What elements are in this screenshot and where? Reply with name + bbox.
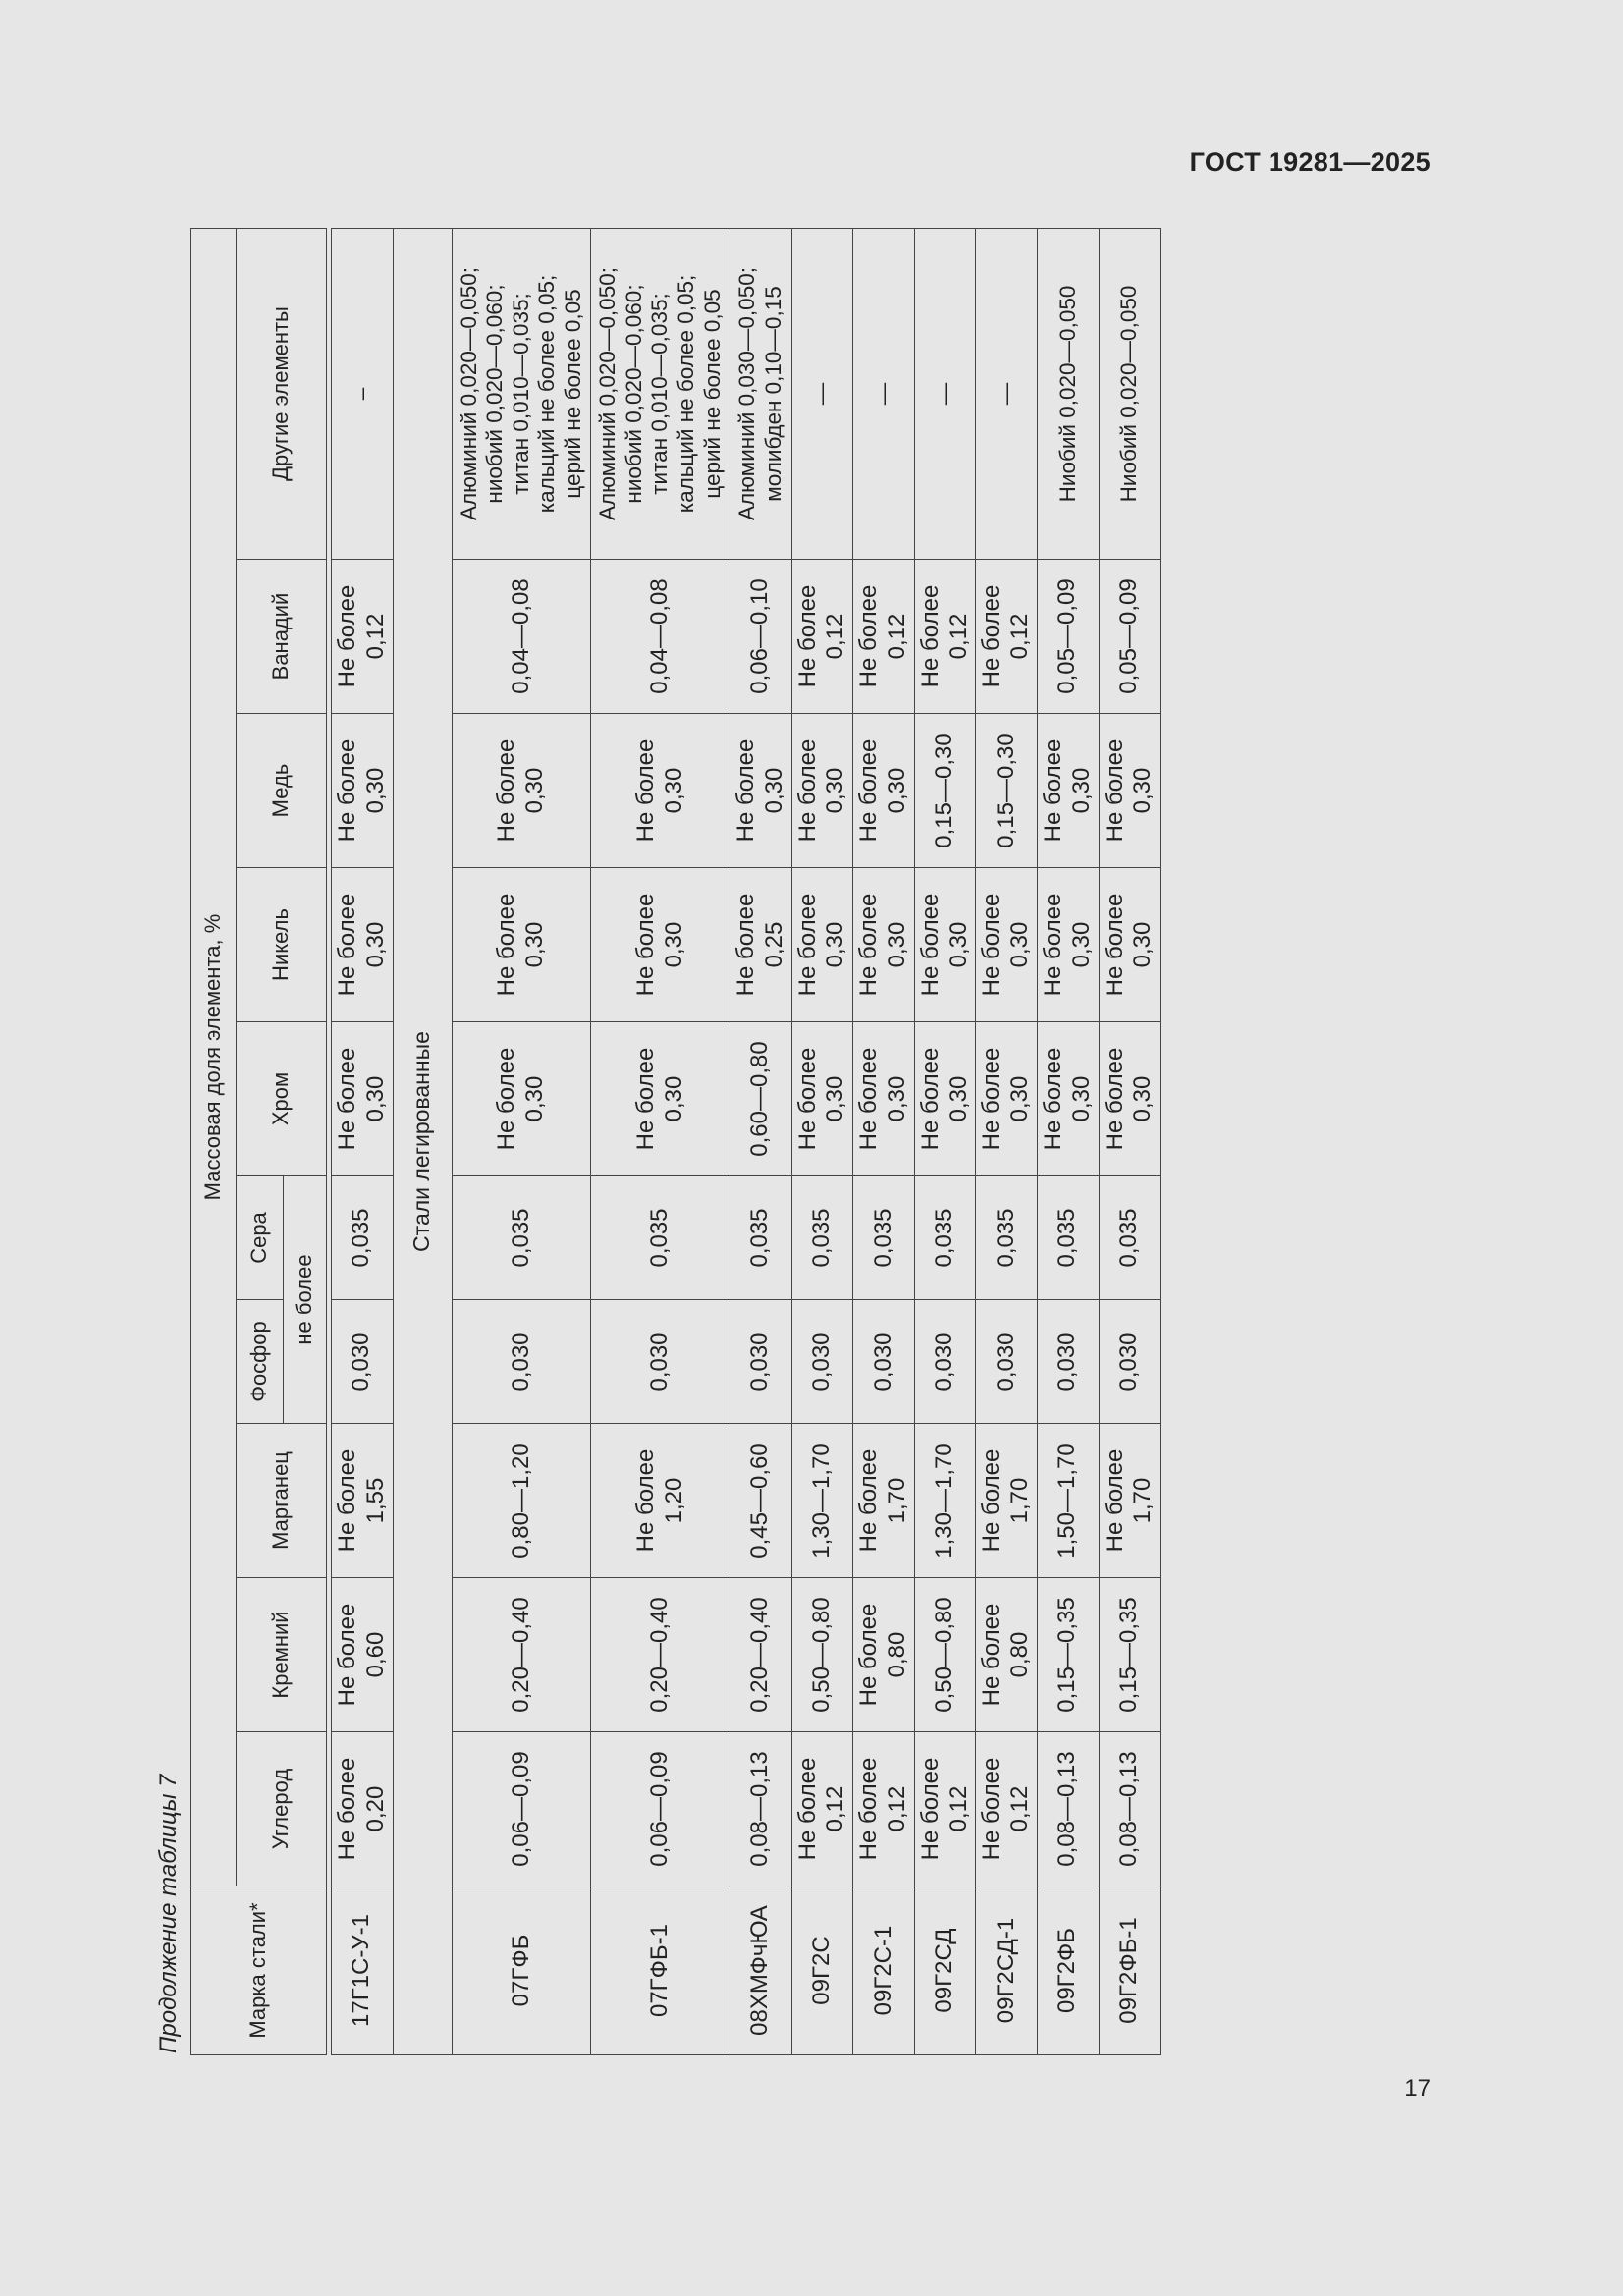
nickel-cell — [791, 868, 853, 1022]
phosphorus-cell: 0,030 — [332, 1300, 394, 1424]
cell-line: Не более — [978, 893, 1005, 997]
cell-line: 0,04—0,08 — [507, 578, 534, 694]
sulfur-cell: 0,035 — [332, 1176, 394, 1300]
vanadium-cell — [591, 560, 730, 714]
chromium-cell — [730, 1022, 792, 1176]
other-elements-cell — [332, 229, 394, 560]
cell-line: 0,30 — [1129, 1075, 1157, 1122]
manganese-cell — [591, 1424, 730, 1578]
cell-line: 0,30 — [884, 921, 911, 968]
table-row — [1038, 229, 1100, 2055]
manganese-cell — [332, 1424, 394, 1578]
header-not-more: не более — [284, 1176, 327, 1424]
cell-line: Не более — [1040, 738, 1067, 843]
cell-line: 1,70 — [1129, 1477, 1157, 1524]
cell-line: 0,15—0,30 — [992, 733, 1019, 848]
cell-line: 0,30 — [822, 921, 849, 968]
other-elements-cell — [452, 229, 591, 560]
table-row — [591, 229, 730, 2055]
phosphorus-cell: 0,030 — [1099, 1300, 1161, 1424]
page-number: 17 — [1404, 2075, 1431, 2102]
carbon-cell — [914, 1732, 976, 1886]
cell-line: 1,55 — [361, 1477, 389, 1524]
cell-line: 0,30 — [520, 767, 548, 814]
cell-line: Алюминий 0,020—0,050; — [456, 267, 481, 520]
header-vanadium: Ванадий — [237, 560, 327, 714]
cell-line: 0,15—0,30 — [931, 733, 958, 848]
carbon-cell — [332, 1732, 394, 1886]
cell-line: ниобий 0,020—0,060; — [621, 284, 646, 504]
nickel-cell — [1099, 868, 1161, 1022]
cell-line: 0,30 — [361, 767, 389, 814]
header-grade: Марка стали* — [191, 1886, 327, 2055]
chemical-composition-table — [190, 228, 1161, 2055]
cell-line: Ниобий 0,020—0,050 — [1116, 285, 1142, 503]
cell-line: 0,30 — [884, 1075, 911, 1122]
nickel-cell — [452, 868, 591, 1022]
cell-line: Не более — [334, 1449, 360, 1553]
vanadium-cell — [1099, 560, 1161, 714]
cell-line: Не более — [334, 738, 360, 843]
cell-line: Не более — [631, 1047, 659, 1151]
cell-line: 0,30 — [660, 921, 687, 968]
cell-line: 0,20—0,40 — [507, 1597, 534, 1713]
other-elements-cell — [730, 229, 792, 560]
sulfur-cell: 0,035 — [914, 1176, 976, 1300]
phosphorus-cell: 0,030 — [730, 1300, 792, 1424]
cell-line: 0,30 — [1129, 921, 1157, 968]
silicon-cell — [730, 1578, 792, 1732]
cell-line: Не более — [978, 1047, 1005, 1151]
vanadium-cell — [452, 560, 591, 714]
manganese-cell — [452, 1424, 591, 1578]
grade-cell: 09Г2С — [791, 1886, 853, 2055]
cell-line: Не более — [1040, 893, 1067, 997]
table-row — [730, 229, 792, 2055]
group-heading-alloyed: Стали легированные — [393, 229, 452, 2055]
table-row — [853, 229, 915, 2055]
cell-line: 0,30 — [1067, 767, 1095, 814]
sulfur-cell: 0,035 — [853, 1176, 915, 1300]
header-other: Другие элементы — [237, 229, 327, 560]
header-phosphorus: Фосфор — [237, 1300, 284, 1424]
cell-line: 0,30 — [660, 767, 687, 814]
cell-line: 0,30 — [1067, 921, 1095, 968]
table-body — [327, 229, 1161, 2055]
copper-cell — [730, 714, 792, 868]
cell-line: 0,60 — [361, 1631, 389, 1678]
cell-line: Не более — [493, 893, 520, 997]
copper-cell — [591, 714, 730, 868]
phosphorus-cell: 0,030 — [853, 1300, 915, 1424]
table-caption: Продолжение таблицы 7 — [155, 1774, 182, 2053]
cell-line: Алюминий 0,020—0,050; — [595, 267, 621, 520]
cell-line: ниобий 0,020—0,060; — [482, 284, 508, 504]
cell-line: Не более — [793, 584, 821, 688]
carbon-cell — [591, 1732, 730, 1886]
manganese-cell — [914, 1424, 976, 1578]
chromium-cell — [791, 1022, 853, 1176]
cell-line: кальций не более 0,05; — [534, 274, 560, 514]
cell-line: 0,50—0,80 — [808, 1597, 836, 1713]
cell-line: Не более — [978, 1757, 1005, 1861]
silicon-cell — [332, 1578, 394, 1732]
cell-line: 0,12 — [884, 613, 911, 660]
sulfur-cell: 0,035 — [1099, 1176, 1161, 1300]
cell-line: кальций не более 0,05; — [673, 274, 698, 514]
phosphorus-cell: 0,030 — [1038, 1300, 1100, 1424]
cell-line: 0,04—0,08 — [646, 578, 674, 694]
vanadium-cell — [730, 560, 792, 714]
cell-line: – — [349, 387, 374, 401]
copper-cell — [332, 714, 394, 868]
copper-cell — [452, 714, 591, 868]
cell-line: Не более — [855, 738, 883, 843]
table-row — [452, 229, 591, 2055]
copper-cell — [1038, 714, 1100, 868]
vanadium-cell — [976, 560, 1038, 714]
cell-line: Не более — [793, 1047, 821, 1151]
silicon-cell — [591, 1578, 730, 1732]
cell-line: 0,30 — [884, 767, 911, 814]
other-elements-cell — [914, 229, 976, 560]
cell-line: Не более — [631, 893, 659, 997]
silicon-cell — [1099, 1578, 1161, 1732]
cell-line: Не более — [334, 1047, 360, 1151]
cell-line: 0,20—0,40 — [746, 1597, 774, 1713]
cell-line: 0,05—0,09 — [1054, 578, 1081, 694]
cell-line: 0,06—0,09 — [507, 1751, 534, 1867]
sulfur-cell: 0,035 — [791, 1176, 853, 1300]
silicon-cell — [791, 1578, 853, 1732]
cell-line: 0,12 — [945, 613, 972, 660]
phosphorus-cell: 0,030 — [914, 1300, 976, 1424]
header-copper: Медь — [237, 714, 327, 868]
cell-line: Не более — [1101, 738, 1128, 843]
cell-line: 0,12 — [884, 1785, 911, 1832]
vanadium-cell — [1038, 560, 1100, 714]
grade-cell: 17Г1С-У-1 — [332, 1886, 394, 2055]
manganese-cell — [976, 1424, 1038, 1578]
grade-cell: 09Г2СД — [914, 1886, 976, 2055]
silicon-cell — [452, 1578, 591, 1732]
table-row — [976, 229, 1038, 2055]
cell-line: Не более — [1040, 1047, 1067, 1151]
sulfur-cell: 0,035 — [730, 1176, 792, 1300]
cell-line: 0,60—0,80 — [746, 1041, 774, 1157]
cell-line: — — [993, 382, 1018, 406]
header-carbon: Углерод — [237, 1732, 327, 1886]
cell-line: Не более — [855, 584, 883, 688]
vanadium-cell — [332, 560, 394, 714]
cell-line: церий не более 0,05 — [560, 289, 585, 499]
cell-line: церий не более 0,05 — [699, 289, 725, 499]
nickel-cell — [853, 868, 915, 1022]
cell-line: Не более — [334, 1757, 360, 1861]
cell-line: Не более — [793, 1757, 821, 1861]
copper-cell — [976, 714, 1038, 868]
cell-line: Не более — [916, 1047, 944, 1151]
chromium-cell — [591, 1022, 730, 1176]
cell-line: Не более — [493, 738, 520, 843]
phosphorus-cell: 0,030 — [791, 1300, 853, 1424]
table-row — [914, 229, 976, 2055]
cell-line: 1,30—1,70 — [931, 1443, 958, 1558]
header-silicon: Кремний — [237, 1578, 327, 1732]
cell-line: 0,20 — [361, 1785, 389, 1832]
table-row — [1099, 229, 1161, 2055]
chromium-cell — [914, 1022, 976, 1176]
silicon-cell — [1038, 1578, 1100, 1732]
carbon-cell — [853, 1732, 915, 1886]
sulfur-cell: 0,035 — [452, 1176, 591, 1300]
cell-line: 1,70 — [1006, 1477, 1034, 1524]
other-elements-cell — [1099, 229, 1161, 560]
cell-line: Не более — [855, 1047, 883, 1151]
carbon-cell — [791, 1732, 853, 1886]
sulfur-cell: 0,035 — [1038, 1176, 1100, 1300]
nickel-cell — [976, 868, 1038, 1022]
cell-line: Не более — [855, 1757, 883, 1861]
sulfur-cell: 0,035 — [591, 1176, 730, 1300]
cell-line: 0,30 — [1067, 1075, 1095, 1122]
header-chromium: Хром — [237, 1022, 327, 1176]
cell-line: 0,30 — [822, 767, 849, 814]
cell-line: 0,15—0,35 — [1115, 1597, 1143, 1713]
carbon-cell — [976, 1732, 1038, 1886]
carbon-cell — [730, 1732, 792, 1886]
manganese-cell — [791, 1424, 853, 1578]
silicon-cell — [853, 1578, 915, 1732]
silicon-cell — [914, 1578, 976, 1732]
cell-line: Ниобий 0,020—0,050 — [1055, 285, 1080, 503]
cell-line: 0,80 — [1006, 1631, 1034, 1678]
cell-line: 0,08—0,13 — [1054, 1751, 1081, 1867]
carbon-cell — [452, 1732, 591, 1886]
cell-line: Не более — [916, 893, 944, 997]
cell-line: титан 0,010—0,035; — [508, 293, 533, 495]
chromium-cell — [452, 1022, 591, 1176]
rotated-table-block — [155, 229, 1432, 2055]
cell-line: титан 0,010—0,035; — [647, 293, 673, 495]
cell-line: Не более — [793, 738, 821, 843]
grade-cell: 09Г2СД-1 — [976, 1886, 1038, 2055]
cell-line: 0,20—0,40 — [646, 1597, 674, 1713]
vanadium-cell — [791, 560, 853, 714]
grade-cell: 08ХМФчЮА — [730, 1886, 792, 2055]
grade-cell: 07ГФБ-1 — [591, 1886, 730, 2055]
grade-cell: 07ГФБ — [452, 1886, 591, 2055]
cell-line: Не более — [855, 1449, 883, 1553]
phosphorus-cell: 0,030 — [591, 1300, 730, 1424]
cell-line: Не более — [978, 1603, 1005, 1707]
cell-line: 0,05—0,09 — [1115, 578, 1143, 694]
copper-cell — [1099, 714, 1161, 868]
cell-line: 0,12 — [361, 613, 389, 660]
carbon-cell — [1038, 1732, 1100, 1886]
cell-line: молибден 0,10—0,15 — [760, 286, 785, 502]
cell-line: 0,30 — [520, 921, 548, 968]
nickel-cell — [591, 868, 730, 1022]
cell-line: 0,12 — [1006, 613, 1034, 660]
cell-line: 0,06—0,09 — [646, 1751, 674, 1867]
chromium-cell — [976, 1022, 1038, 1176]
cell-line: 0,30 — [1006, 1075, 1034, 1122]
cell-line: Не более — [855, 1603, 883, 1707]
cell-line: 0,30 — [822, 1075, 849, 1122]
cell-line: 1,50—1,70 — [1054, 1443, 1081, 1558]
cell-line: Не более — [493, 1047, 520, 1151]
cell-line: Не более — [732, 893, 760, 997]
phosphorus-cell: 0,030 — [452, 1300, 591, 1424]
other-elements-cell — [591, 229, 730, 560]
cell-line: — — [870, 382, 895, 406]
vanadium-cell — [914, 560, 976, 714]
header-sulfur: Сера — [237, 1176, 284, 1300]
cell-line: 0,15—0,35 — [1054, 1597, 1081, 1713]
cell-line: 0,12 — [945, 1785, 972, 1832]
cell-line: Не более — [978, 1449, 1005, 1553]
cell-line: Не более — [334, 584, 360, 688]
header-manganese: Марганец — [237, 1424, 327, 1578]
other-elements-cell — [791, 229, 853, 560]
manganese-cell — [730, 1424, 792, 1578]
cell-line: 0,50—0,80 — [931, 1597, 958, 1713]
chromium-cell — [1038, 1022, 1100, 1176]
other-elements-cell — [976, 229, 1038, 560]
manganese-cell — [1099, 1424, 1161, 1578]
manganese-cell — [853, 1424, 915, 1578]
sulfur-cell: 0,035 — [976, 1176, 1038, 1300]
cell-line: 0,30 — [1006, 921, 1034, 968]
cell-line: Не более — [1101, 1449, 1128, 1553]
cell-line: Не более — [334, 1603, 360, 1707]
copper-cell — [791, 714, 853, 868]
cell-line: 0,30 — [361, 921, 389, 968]
table-row — [791, 229, 853, 2055]
document-standard-number: ГОСТ 19281—2025 — [1189, 147, 1431, 177]
cell-line: Не более — [1101, 893, 1128, 997]
nickel-cell — [914, 868, 976, 1022]
manganese-cell — [1038, 1424, 1100, 1578]
chromium-cell — [332, 1022, 394, 1176]
cell-line: Не более — [631, 1449, 659, 1553]
copper-cell — [914, 714, 976, 868]
cell-line: 0,30 — [520, 1075, 548, 1122]
cell-line: 0,30 — [945, 1075, 972, 1122]
cell-line: Алюминий 0,030—0,050; — [734, 267, 760, 520]
nickel-cell — [730, 868, 792, 1022]
phosphorus-cell: 0,030 — [976, 1300, 1038, 1424]
cell-line: 0,25 — [760, 921, 787, 968]
cell-line: — — [932, 382, 957, 406]
cell-line: 1,30—1,70 — [808, 1443, 836, 1558]
cell-line: Не более — [1101, 1047, 1128, 1151]
nickel-cell — [332, 868, 394, 1022]
cell-line: 0,30 — [361, 1075, 389, 1122]
cell-line: — — [809, 382, 835, 406]
cell-line: Не более — [916, 584, 944, 688]
cell-line: 0,80 — [884, 1631, 911, 1678]
grade-cell: 09Г2С-1 — [853, 1886, 915, 2055]
cell-line: 0,30 — [1129, 767, 1157, 814]
other-elements-cell — [1038, 229, 1100, 560]
table-row — [332, 229, 394, 2055]
cell-line: Не более — [855, 893, 883, 997]
cell-line: 0,80—1,20 — [507, 1443, 534, 1558]
cell-line: 0,08—0,13 — [746, 1751, 774, 1867]
cell-line: Не более — [916, 1757, 944, 1861]
cell-line: Не более — [732, 738, 760, 843]
cell-line: Не более — [631, 738, 659, 843]
header-mass-fraction: Массовая доля элемента, % — [191, 229, 237, 1886]
cell-line: 0,08—0,13 — [1115, 1751, 1143, 1867]
carbon-cell — [1099, 1732, 1161, 1886]
cell-line: 0,12 — [822, 1785, 849, 1832]
cell-line: 0,30 — [760, 767, 787, 814]
cell-line: 1,70 — [884, 1477, 911, 1524]
vanadium-cell — [853, 560, 915, 714]
cell-line: Не более — [334, 893, 360, 997]
cell-line: Не более — [978, 584, 1005, 688]
silicon-cell — [976, 1578, 1038, 1732]
chromium-cell — [1099, 1022, 1161, 1176]
copper-cell — [853, 714, 915, 868]
cell-line: 0,30 — [945, 921, 972, 968]
cell-line: 1,20 — [660, 1477, 687, 1524]
cell-line: Не более — [793, 893, 821, 997]
cell-line: 0,30 — [660, 1075, 687, 1122]
grade-cell: 09Г2ФБ — [1038, 1886, 1100, 2055]
cell-line: 0,12 — [1006, 1785, 1034, 1832]
nickel-cell — [1038, 868, 1100, 1022]
header-nickel: Никель — [237, 868, 327, 1022]
cell-line: 0,45—0,60 — [746, 1443, 774, 1558]
grade-cell: 09Г2ФБ-1 — [1099, 1886, 1161, 2055]
other-elements-cell — [853, 229, 915, 560]
chromium-cell — [853, 1022, 915, 1176]
cell-line: 0,12 — [822, 613, 849, 660]
cell-line: 0,06—0,10 — [746, 578, 774, 694]
